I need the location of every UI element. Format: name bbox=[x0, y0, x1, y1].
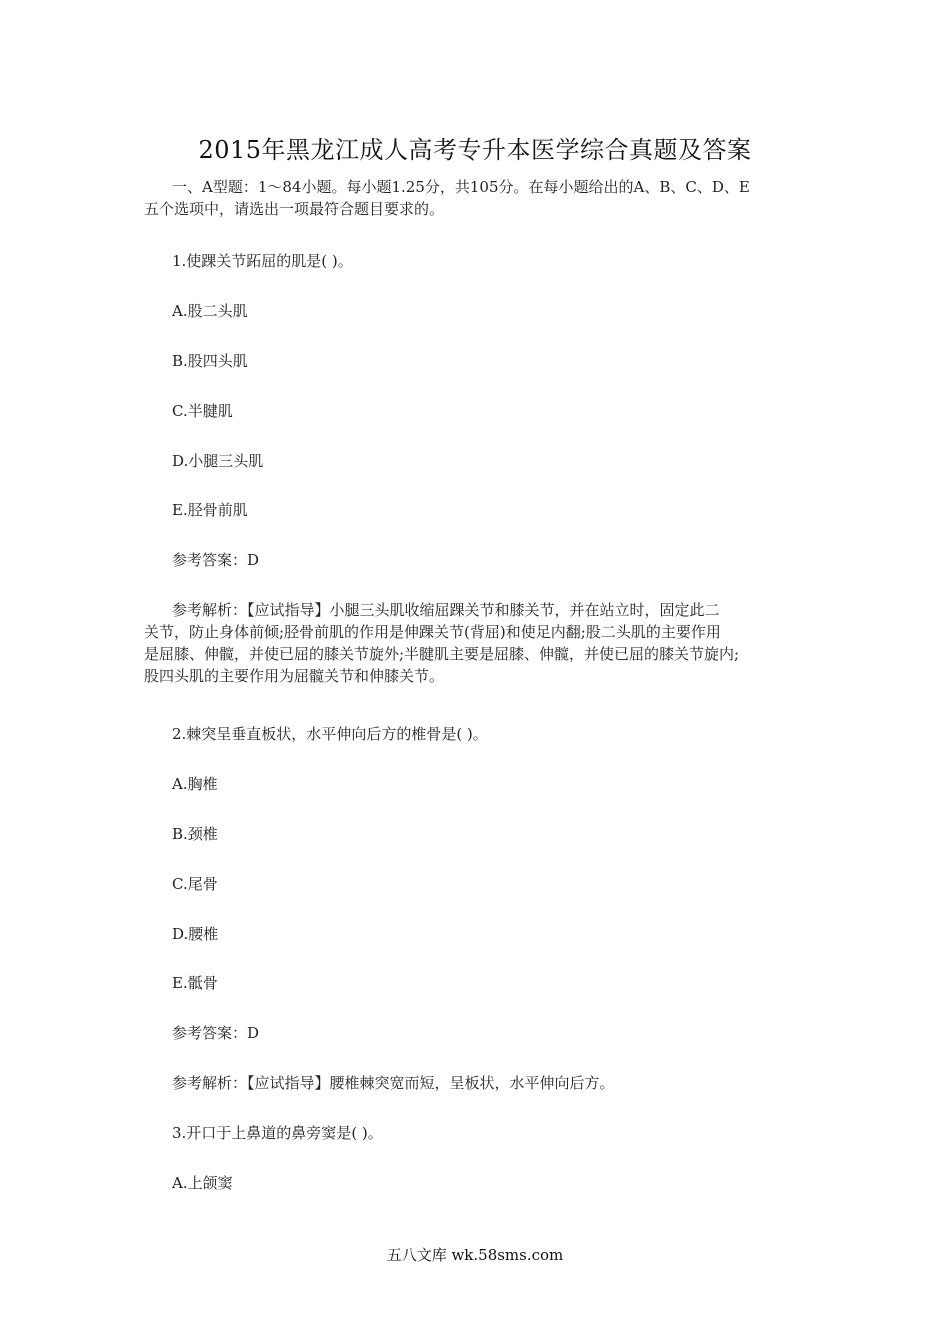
question-1-option-b: B.股四头肌 bbox=[172, 352, 248, 370]
question-2-option-b: B.颈椎 bbox=[172, 825, 218, 843]
document-title: 2015年黑龙江成人高考专升本医学综合真题及答案 bbox=[198, 136, 752, 164]
question-1-option-c: C.半腱肌 bbox=[172, 402, 233, 420]
question-2-option-a: A.胸椎 bbox=[172, 775, 218, 793]
question-3-option-a: A.上颌窦 bbox=[172, 1174, 233, 1192]
question-1-analysis bbox=[144, 599, 814, 687]
question-2-answer: 参考答案：D bbox=[172, 1024, 260, 1042]
question-1-stem: 1.使踝关节跖屈的肌是( )。 bbox=[172, 252, 353, 270]
question-1-option-d: D.小腿三头肌 bbox=[172, 452, 264, 470]
analysis-line: 是屈膝、伸髋，并使已屈的膝关节旋外;半腱肌主要是屈膝、伸髋，并使已屈的膝关节旋内; bbox=[144, 645, 740, 663]
analysis-line: 关节，防止身体前倾;胫骨前肌的作用是伸踝关节(背屈)和使足内翻;股二头肌的主要作用 bbox=[144, 623, 721, 641]
question-1-option-e: E.胫骨前肌 bbox=[172, 501, 248, 519]
question-2-option-d: D.腰椎 bbox=[172, 925, 219, 943]
section-intro bbox=[144, 176, 814, 220]
question-3-stem: 3.开口于上鼻道的鼻旁窦是( )。 bbox=[172, 1124, 383, 1142]
question-1-answer: 参考答案：D bbox=[172, 551, 260, 569]
intro-line-2: 五个选项中，请选出一项最符合题目要求的。 bbox=[144, 200, 445, 218]
question-2-stem: 2.棘突呈垂直板状，水平伸向后方的椎骨是( )。 bbox=[172, 725, 488, 743]
page-footer-watermark: 五八文库 wk.58sms.com bbox=[386, 1246, 564, 1264]
intro-line-1: 一、A型题：1～84小题。每小题1.25分，共105分。在每小题给出的A、B、C、D、E bbox=[172, 178, 750, 196]
analysis-line: 股四头肌的主要作用为屈髋关节和伸膝关节。 bbox=[144, 667, 445, 685]
question-2-option-e: E.骶骨 bbox=[172, 974, 218, 992]
question-2-analysis: 参考解析：【应试指导】腰椎棘突宽而短，呈板状，水平伸向后方。 bbox=[172, 1074, 615, 1092]
question-1-option-a: A.股二头肌 bbox=[172, 302, 248, 320]
analysis-line: 参考解析：【应试指导】小腿三头肌收缩屈踝关节和膝关节，并在站立时，固定此二 bbox=[172, 601, 720, 619]
question-2-option-c: C.尾骨 bbox=[172, 875, 218, 893]
